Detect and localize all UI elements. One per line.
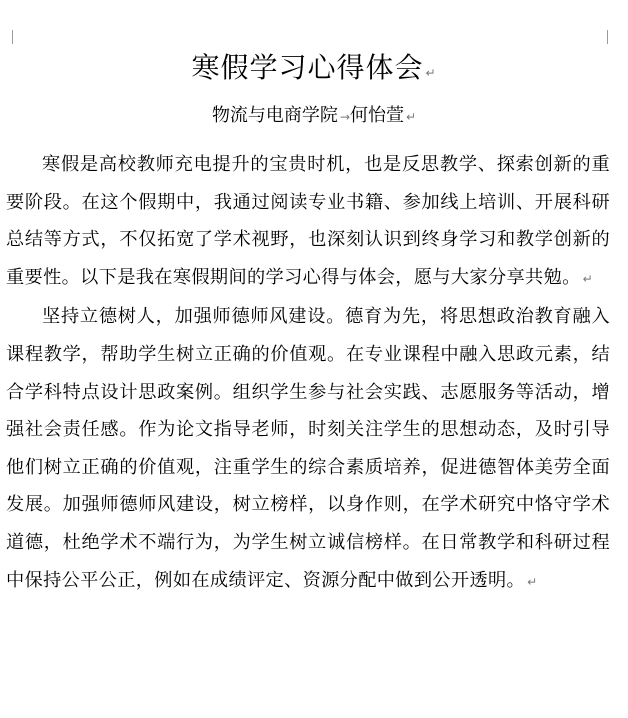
subtitle-college: 物流与电商学院 [211, 105, 338, 126]
paragraph-mark-icon: ↵ [425, 66, 437, 80]
page-corner-mark-right [607, 30, 620, 44]
body-paragraph-2[interactable] [6, 298, 610, 601]
paragraph-text: 寒假是高校教师充电提升的宝贵时机，也是反思教学、探索创新的重要阶段。在这个假期中，我通过阅读专业书籍、参加线上培训、开展科研总结等方式，不仅拓宽了学术视野，也深刻认识到终身学习和教学创新的重要性。以下是我在寒假期间的学习心得与体会，愿与大家分享共勉。 [6, 154, 610, 288]
title-text: 寒假学习心得体会 [191, 51, 424, 84]
document-subtitle[interactable] [0, 103, 628, 130]
paragraph-mark-icon: ↵ [527, 574, 538, 589]
paragraph-text: 坚持立德树人，加强师德师风建设。德育为先，将思想政治教育融入课程教学，帮助学生树立正确的价值观。在专业课程中融入思政元素，结合学科特点设计思政案例。组织学生参与社会实践、志愿服务等活动，增强社会责任感。作为论文指导老师，时刻关注学生的思想动态，及时引导他们树立正确的价值观，注重学生的综合素质培养，促进德智体美劳全面发展。加强师德师风建设，树立榜样，以身作则，在学术研究中恪守学术道德，杜绝学术不端行为，为学生树立诚信榜样。在日常教学和科研过程中保持公平公正，例如在成绩评定、资源分配中做到公开透明。 [6, 306, 610, 591]
paragraph-mark-icon: ↵ [406, 110, 417, 124]
page-corner-mark-left [0, 30, 13, 44]
paragraph-mark-icon: ↵ [582, 271, 594, 286]
body-paragraph-1[interactable] [6, 146, 610, 298]
line-break-mark-icon: → [339, 110, 350, 124]
document-body[interactable] [6, 146, 610, 601]
subtitle-author: 何怡萱 [350, 105, 404, 126]
document-title[interactable] [0, 48, 628, 93]
